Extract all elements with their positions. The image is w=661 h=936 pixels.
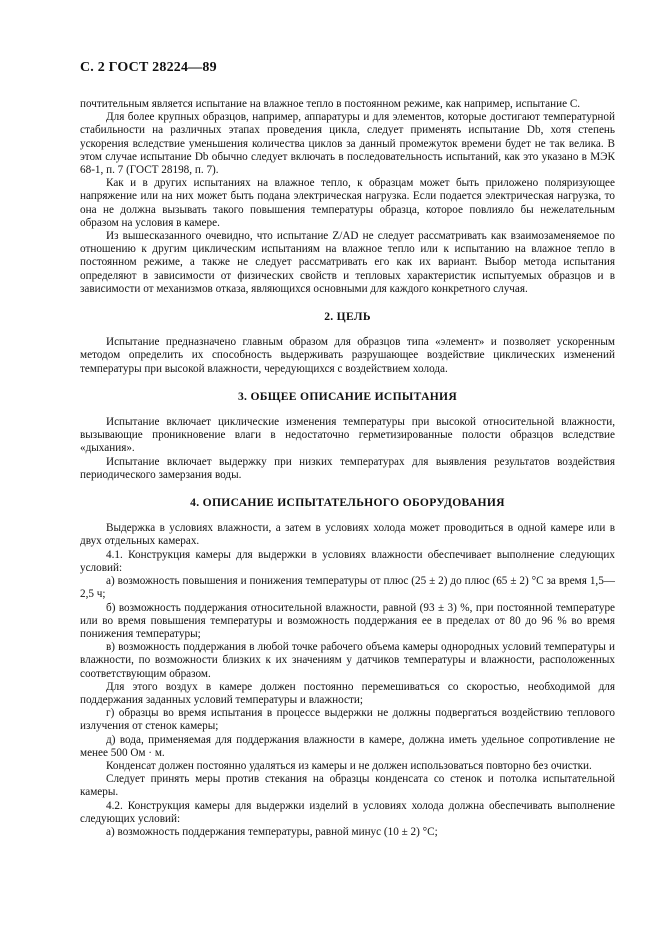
page-header: С. 2 ГОСТ 28224—89 <box>80 60 217 75</box>
paragraph: почтительным является испытание на влажное тепло в постоянном режиме, как например, испытание С. <box>80 98 581 110</box>
paragraph: Выдержка в условиях влажности, а затем в условиях холода может проводиться в одной камере или в двух отдельных камерах. <box>80 522 615 548</box>
paragraph: Для этого воздух в камере должен постоянно перемешиваться со скоростью, необходимой для поддержания заданных условий температуры и влажности; <box>80 680 615 706</box>
paragraph: а) возможность поддержания температуры, равной минус (10 ± 2) °С; <box>106 825 438 838</box>
paragraph: Испытание включает циклические изменения температуры при высокой относительной влажности, вызывающие проникновение влаги в недостаточно герметизированные полости образцов вследствие «дыхания». <box>80 416 615 455</box>
paragraph: Из вышесказанного очевидно, что испытание Z/AD не следует рассматривать как взаимозаменяемое по отношению к другим циклическим испытаниям на влажное тепло или к испытанию на влажное тепло в постоянном режиме, а также не следует рассматривать его как их вариант. Выбор метода испытания определяют в зависимости от физических свойств и тепловых характеристик испытуемых образцов и в зависимости от механизмов отказа, являющихся основными для каждого конкретного случая. <box>80 230 615 295</box>
paragraph: 4.2. Конструкция камеры для выдержки изделий в условиях холода должна обеспечивать выполнение следующих условий: <box>80 799 615 825</box>
paragraph: Конденсат должен постоянно удаляться из камеры и не должен использоваться повторно без очистки. <box>106 759 592 772</box>
paragraph: Для более крупных образцов, например, аппаратуры и для элементов, которые достигают температурной стабильности на различных этапах проведения цикла, следует применять испытание Db, хотя степень ускорения вследствие уменьшения количества циклов за данный промежуток времени будет не так велика. В этом случае испытание Db обычно следует включать в последовательность испытаний, как это указано в МЭК 68-1, п. 7 (ГОСТ 28198, п. 7). <box>80 111 615 177</box>
section-heading-4: 4. ОПИСАНИЕ ИСПЫТАТЕЛЬНОГО ОБОРУДОВАНИЯ <box>190 496 505 510</box>
paragraph: Испытание предназначено главным образом для образцов типа «элемент» и позволяет ускоренным методом определить их способность выдерживать разрушающее воздействие циклических изменений температуры при высокой влажности, чередующихся с воздействием холода. <box>80 336 615 375</box>
paragraph: в) возможность поддержания в любой точке рабочего объема камеры однородных условий температуры и влажности, по возможности близких к их значениям у датчиков температуры и влажности, расположенных соответствующим образом. <box>80 641 615 680</box>
paragraph: 4.1. Конструкция камеры для выдержки в условиях влажности обеспечивает выполнение следующих условий: <box>80 548 615 574</box>
paragraph: Испытание включает выдержку при низких температурах для выявления результатов воздействия периодического замерзания воды. <box>80 455 615 481</box>
section-heading-2: 2. ЦЕЛЬ <box>324 310 371 324</box>
section-heading-3: 3. ОБЩЕЕ ОПИСАНИЕ ИСПЫТАНИЯ <box>237 389 458 403</box>
paragraph: Как и в других испытаниях на влажное тепло, к образцам может быть приложено поляризующее напряжение или на них может быть подана электрическая нагрузка. Если подается электрическая нагрузка, то она не должна вызывать такого повышения температуры образца, которое повлияло бы нежелательным образом на условия в камере. <box>80 177 615 229</box>
paragraph: б) возможность поддержания относительной влажности, равной (93 ± 3) %, при постоянной температуре или во время повышения температуры и возможность поддержания ее в пределах от 80 до 96 % во время понижения температуры; <box>80 601 615 640</box>
paragraph: г) образцы во время испытания в процессе выдержки не должны подвергаться воздействию теплового излучения от стенок камеры; <box>80 707 615 733</box>
paragraph: Следует принять меры против стекания на образцы конденсата со стенок и потолка испытательной камеры. <box>80 773 615 799</box>
paragraph: а) возможность повышения и понижения температуры от плюс (25 ± 2) до плюс (65 ± 2) °C за время 1,5—2,5 ч; <box>80 575 615 601</box>
paragraph: д) вода, применяемая для поддержания влажности в камере, должна иметь удельное сопротивление не менее 500 Ом · м. <box>80 733 615 759</box>
document-body <box>80 98 615 839</box>
